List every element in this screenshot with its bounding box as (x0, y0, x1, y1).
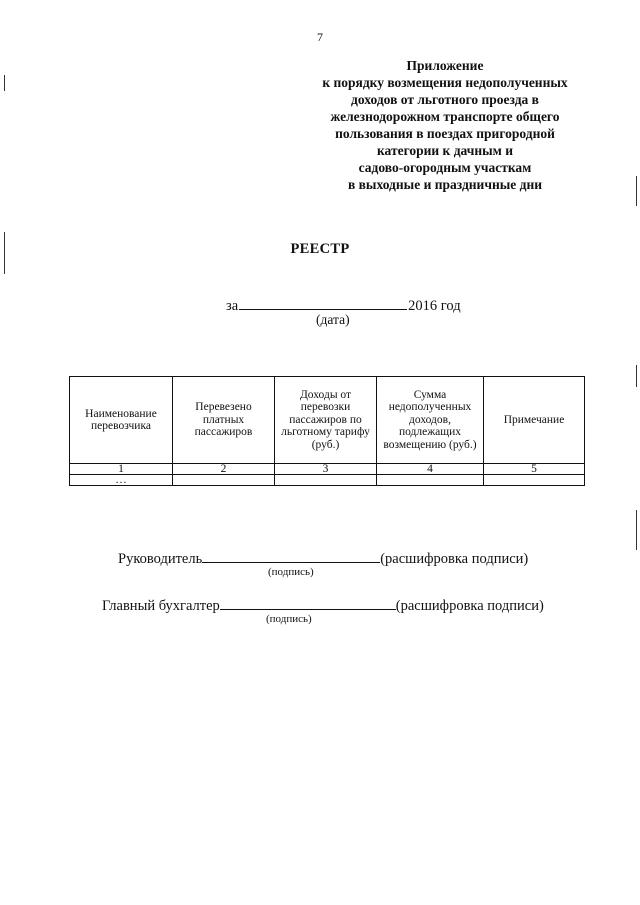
appendix-line: садово-огородным участкам (358, 160, 532, 175)
scan-edge-mark (636, 176, 637, 206)
column-number: 1 (70, 464, 173, 475)
period-suffix: 2016 год (408, 298, 461, 314)
period-prefix: за (226, 298, 239, 314)
appendix-line: доходов от льготного проезда в (351, 92, 539, 107)
table-cell (173, 475, 275, 486)
appendix-line: железнодорожном транспорте общего (330, 109, 560, 124)
accountant-signature-caption: (подпись) (266, 613, 312, 625)
scan-edge-mark (4, 75, 5, 91)
head-signature-line (118, 548, 528, 568)
scan-edge-mark (636, 365, 637, 387)
appendix-line: в выходные и праздничные дни (347, 177, 543, 192)
head-label: Руководитель (118, 551, 203, 567)
table-row (70, 475, 585, 486)
head-signature-blank (202, 548, 380, 563)
appendix-line: Приложение (406, 58, 484, 73)
column-number: 3 (275, 464, 377, 475)
page-number: 7 (317, 30, 323, 44)
registry-table (69, 376, 585, 486)
table-cell: … (70, 475, 173, 486)
header-compensation-amount: Сумма недополученных доходов, подлежащих возмещению (руб.) (377, 377, 484, 464)
column-number: 5 (484, 464, 585, 475)
column-number-row (70, 464, 585, 475)
head-signature-caption: (подпись) (268, 566, 314, 578)
accountant-decode: (расшифровка подписи) (395, 598, 544, 614)
header-preferential-income: Доходы от перевозки пассажиров по льготному тарифу (руб.) (275, 377, 377, 464)
table-header-row (70, 377, 585, 464)
header-paid-passengers: Перевезено платных пассажиров (173, 377, 275, 464)
table-cell (377, 475, 484, 486)
scan-edge-mark (4, 232, 5, 274)
registry-title: РЕЕСТР (290, 241, 350, 257)
appendix-heading (300, 57, 590, 193)
accountant-signature-line (102, 595, 544, 615)
appendix-line: пользования в поездах пригородной (335, 126, 555, 141)
table-cell (275, 475, 377, 486)
accountant-signature-blank (220, 595, 396, 610)
date-caption: (дата) (316, 312, 350, 327)
header-note: Примечание (484, 377, 585, 464)
header-carrier-name: Наименование перевозчика (70, 377, 173, 464)
column-number: 4 (377, 464, 484, 475)
appendix-line: категории к дачным и (376, 143, 514, 158)
head-decode: (расшифровка подписи) (380, 551, 529, 567)
column-number: 2 (173, 464, 275, 475)
accountant-label: Главный бухгалтер (102, 598, 220, 614)
appendix-line: к порядку возмещения недополученных (322, 75, 568, 90)
date-blank-line (239, 295, 407, 310)
scan-edge-mark (636, 510, 637, 550)
table-cell (484, 475, 585, 486)
